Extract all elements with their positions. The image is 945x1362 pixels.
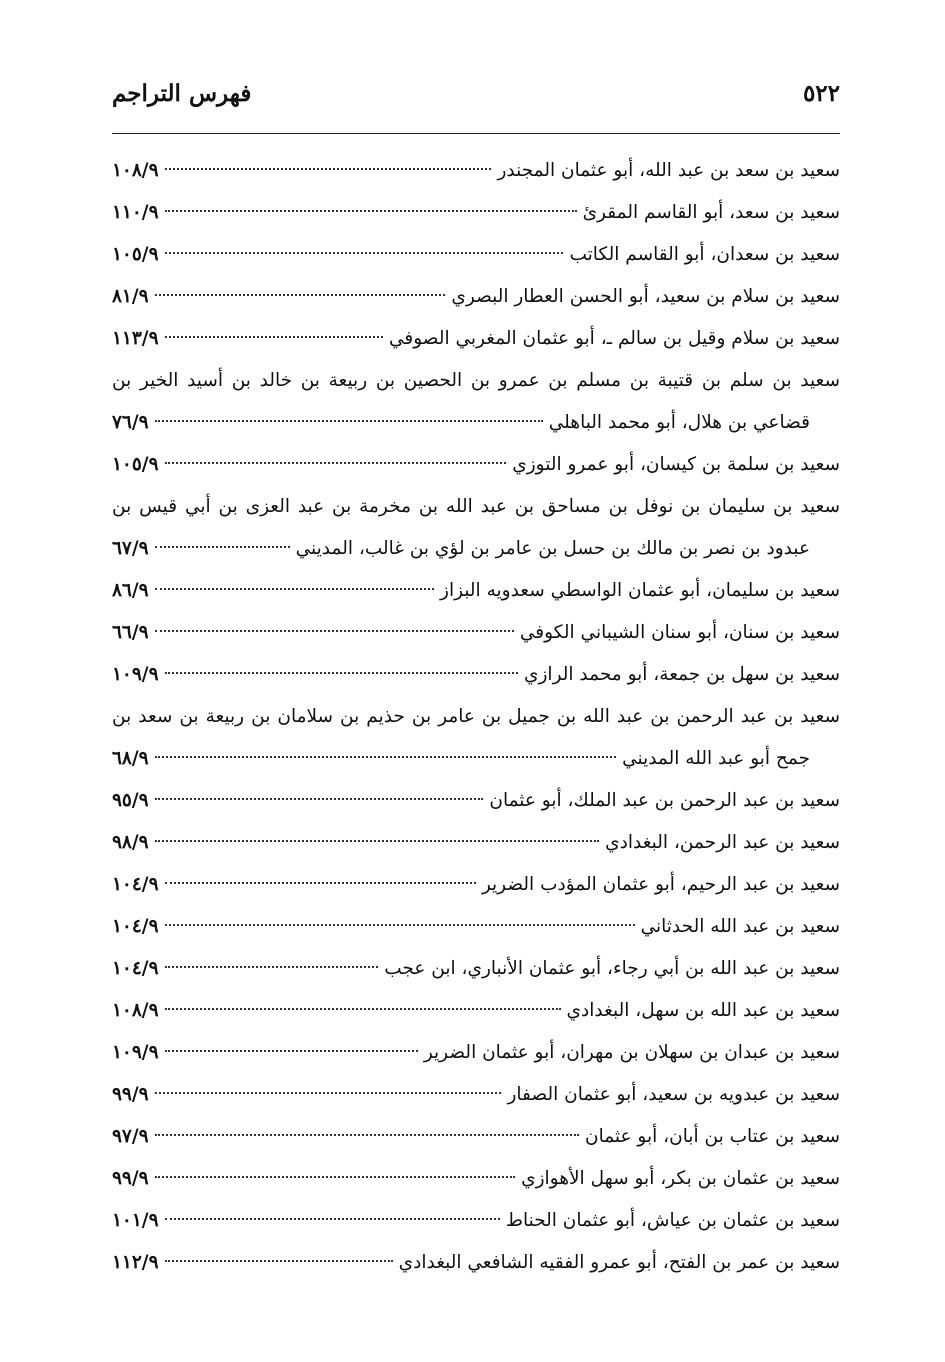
- index-entry: [112, 906, 840, 948]
- dot-leader: [165, 672, 519, 674]
- index-entry: [112, 990, 840, 1032]
- volume-page-ref: ٩٥/٩: [112, 790, 149, 811]
- volume-page-ref: ٨١/٩: [112, 286, 149, 307]
- entry-name: سعيد بن عبد الرحيم، أبو عثمان المؤدب الضرير: [481, 874, 840, 895]
- dot-leader: [155, 546, 290, 548]
- dot-leader: [155, 294, 446, 296]
- page-number: ٥٢٢: [802, 80, 840, 107]
- entry-name: سعيد بن سنان، أبو سنان الشيباني الكوفي: [519, 622, 840, 643]
- entry-name: سعيد بن سلام وقيل بن سالم ـ، أبو عثمان المغربي الصوفي: [388, 328, 840, 349]
- index-entry-continuation: [112, 528, 840, 570]
- volume-page-ref: ١٠٤/٩: [112, 916, 159, 937]
- index-entry: [112, 822, 840, 864]
- index-entry-first-line: [112, 360, 840, 402]
- dot-leader: [155, 630, 514, 632]
- index-entry: [112, 444, 840, 486]
- volume-page-ref: ١٠٥/٩: [112, 244, 159, 265]
- dot-leader: [165, 966, 379, 968]
- entry-name: سعيد بن سلم بن قتيبة بن مسلم بن عمرو بن الحصين بن ربيعة بن خالد بن أسيد الخير بن: [112, 370, 840, 391]
- dot-leader: [155, 840, 600, 842]
- entry-name: سعيد بن عبدان بن سهلان بن مهران، أبو عثمان الضرير: [423, 1042, 840, 1063]
- index-entry: [112, 654, 840, 696]
- entry-name: سعيد بن عبد الرحمن بن عبد الملك، أبو عثمان: [489, 790, 840, 811]
- volume-page-ref: ١١٢/٩: [112, 1252, 159, 1273]
- entry-name: سعيد بن عتاب بن أبان، أبو عثمان: [584, 1126, 840, 1147]
- volume-page-ref: ١١٠/٩: [112, 202, 159, 223]
- biography-index-list: [112, 150, 840, 1284]
- index-entry: [112, 318, 840, 360]
- index-entry: [112, 612, 840, 654]
- entry-name: سعيد بن عبد الله الحدثاني: [640, 916, 840, 937]
- index-entry-first-line: [112, 696, 840, 738]
- volume-page-ref: ٩٩/٩: [112, 1084, 149, 1105]
- index-entry: [112, 276, 840, 318]
- index-entry: [112, 192, 840, 234]
- dot-leader: [155, 756, 616, 758]
- entry-name: سعيد بن عبد الله بن سهل، البغدادي: [566, 1000, 840, 1021]
- volume-page-ref: ١٠٤/٩: [112, 874, 159, 895]
- page-header: [112, 80, 840, 116]
- entry-name: سعيد بن عثمان بن عياش، أبو عثمان الحناط: [505, 1210, 840, 1231]
- volume-page-ref: ١٠٨/٩: [112, 160, 159, 181]
- dot-leader: [155, 420, 543, 422]
- dot-leader: [165, 1008, 561, 1010]
- entry-name: قضاعي بن هلال، أبو محمد الباهلي: [548, 412, 810, 433]
- dot-leader: [155, 1092, 502, 1094]
- volume-page-ref: ١١٣/٩: [112, 328, 159, 349]
- dot-leader: [165, 462, 507, 464]
- dot-leader: [165, 882, 476, 884]
- index-entry-continuation: [112, 738, 840, 780]
- entry-name: سعيد بن عثمان بن بكر، أبو سهل الأهوازي: [521, 1168, 840, 1189]
- index-entry: [112, 1242, 840, 1284]
- index-entry: [112, 1116, 840, 1158]
- dot-leader: [165, 336, 383, 338]
- volume-page-ref: ١٠٤/٩: [112, 958, 159, 979]
- entry-name: سعيد بن عبدويه بن سعيد، أبو عثمان الصفار: [507, 1084, 840, 1105]
- volume-page-ref: ١٠٩/٩: [112, 664, 159, 685]
- index-entry: [112, 1032, 840, 1074]
- entry-name: سعيد بن عبد الرحمن بن عبد الله بن جميل بن عامر بن حذيم بن سلامان بن ربيعة بن سعد بن: [112, 706, 840, 727]
- entry-name: سعيد بن سعد، أبو القاسم المقرئ: [582, 202, 840, 223]
- volume-page-ref: ١٠٨/٩: [112, 1000, 159, 1021]
- index-entry: [112, 1074, 840, 1116]
- entry-name: سعيد بن سليمان، أبو عثمان الواسطي سعدويه البزاز: [440, 580, 840, 601]
- dot-leader: [165, 210, 577, 212]
- dot-leader: [165, 1260, 393, 1262]
- index-entry: [112, 1158, 840, 1200]
- volume-page-ref: ٩٨/٩: [112, 832, 149, 853]
- index-entry: [112, 780, 840, 822]
- entry-name: سعيد بن سلمة بن كيسان، أبو عمرو التوزي: [512, 454, 840, 475]
- dot-leader: [165, 1050, 418, 1052]
- index-entry-first-line: [112, 486, 840, 528]
- dot-leader: [165, 168, 492, 170]
- entry-name: عبدود بن نصر بن مالك بن حسل بن عامر بن لؤي بن غالب، المديني: [295, 538, 810, 559]
- volume-page-ref: ١٠٩/٩: [112, 1042, 159, 1063]
- index-entry: [112, 1200, 840, 1242]
- volume-page-ref: ٦٧/٩: [112, 538, 149, 559]
- entry-name: سعيد بن سهل بن جمعة، أبو محمد الرازي: [524, 664, 840, 685]
- entry-name: سعيد بن سليمان بن نوفل بن مساحق بن عبد الله بن مخرمة بن عبد العزى بن أبي قيس بن: [112, 496, 840, 517]
- dot-leader: [165, 924, 635, 926]
- dot-leader: [155, 1176, 516, 1178]
- dot-leader: [155, 1134, 579, 1136]
- volume-page-ref: ٩٧/٩: [112, 1126, 149, 1147]
- volume-page-ref: ٦٦/٩: [112, 622, 149, 643]
- entry-name: سعيد بن عبد الرحمن، البغدادي: [605, 832, 840, 853]
- dot-leader: [165, 1218, 500, 1220]
- entry-name: سعيد بن عمر بن الفتح، أبو عمرو الفقيه الشافعي البغدادي: [398, 1252, 840, 1273]
- dot-leader: [165, 252, 564, 254]
- index-entry: [112, 948, 840, 990]
- entry-name: سعيد بن سعدان، أبو القاسم الكاتب: [569, 244, 840, 265]
- volume-page-ref: ١٠٥/٩: [112, 454, 159, 475]
- running-title: فهرس التراجم: [112, 80, 252, 107]
- index-entry: [112, 150, 840, 192]
- volume-page-ref: ١٠١/٩: [112, 1210, 159, 1231]
- header-rule: [112, 133, 840, 134]
- volume-page-ref: ٩٩/٩: [112, 1168, 149, 1189]
- volume-page-ref: ٧٦/٩: [112, 412, 149, 433]
- index-entry: [112, 234, 840, 276]
- volume-page-ref: ٨٦/٩: [112, 580, 149, 601]
- index-entry: [112, 864, 840, 906]
- index-entry: [112, 570, 840, 612]
- dot-leader: [155, 798, 484, 800]
- volume-page-ref: ٦٨/٩: [112, 748, 149, 769]
- entry-name: سعيد بن سلام بن سعيد، أبو الحسن العطار البصري: [451, 286, 840, 307]
- dot-leader: [155, 588, 434, 590]
- entry-name: جمح أبو عبد الله المديني: [622, 748, 810, 769]
- entry-name: سعيد بن عبد الله بن أبي رجاء، أبو عثمان الأنباري، ابن عجب: [384, 958, 840, 979]
- index-entry-continuation: [112, 402, 840, 444]
- entry-name: سعيد بن سعد بن عبد الله، أبو عثمان المجندر: [497, 160, 840, 181]
